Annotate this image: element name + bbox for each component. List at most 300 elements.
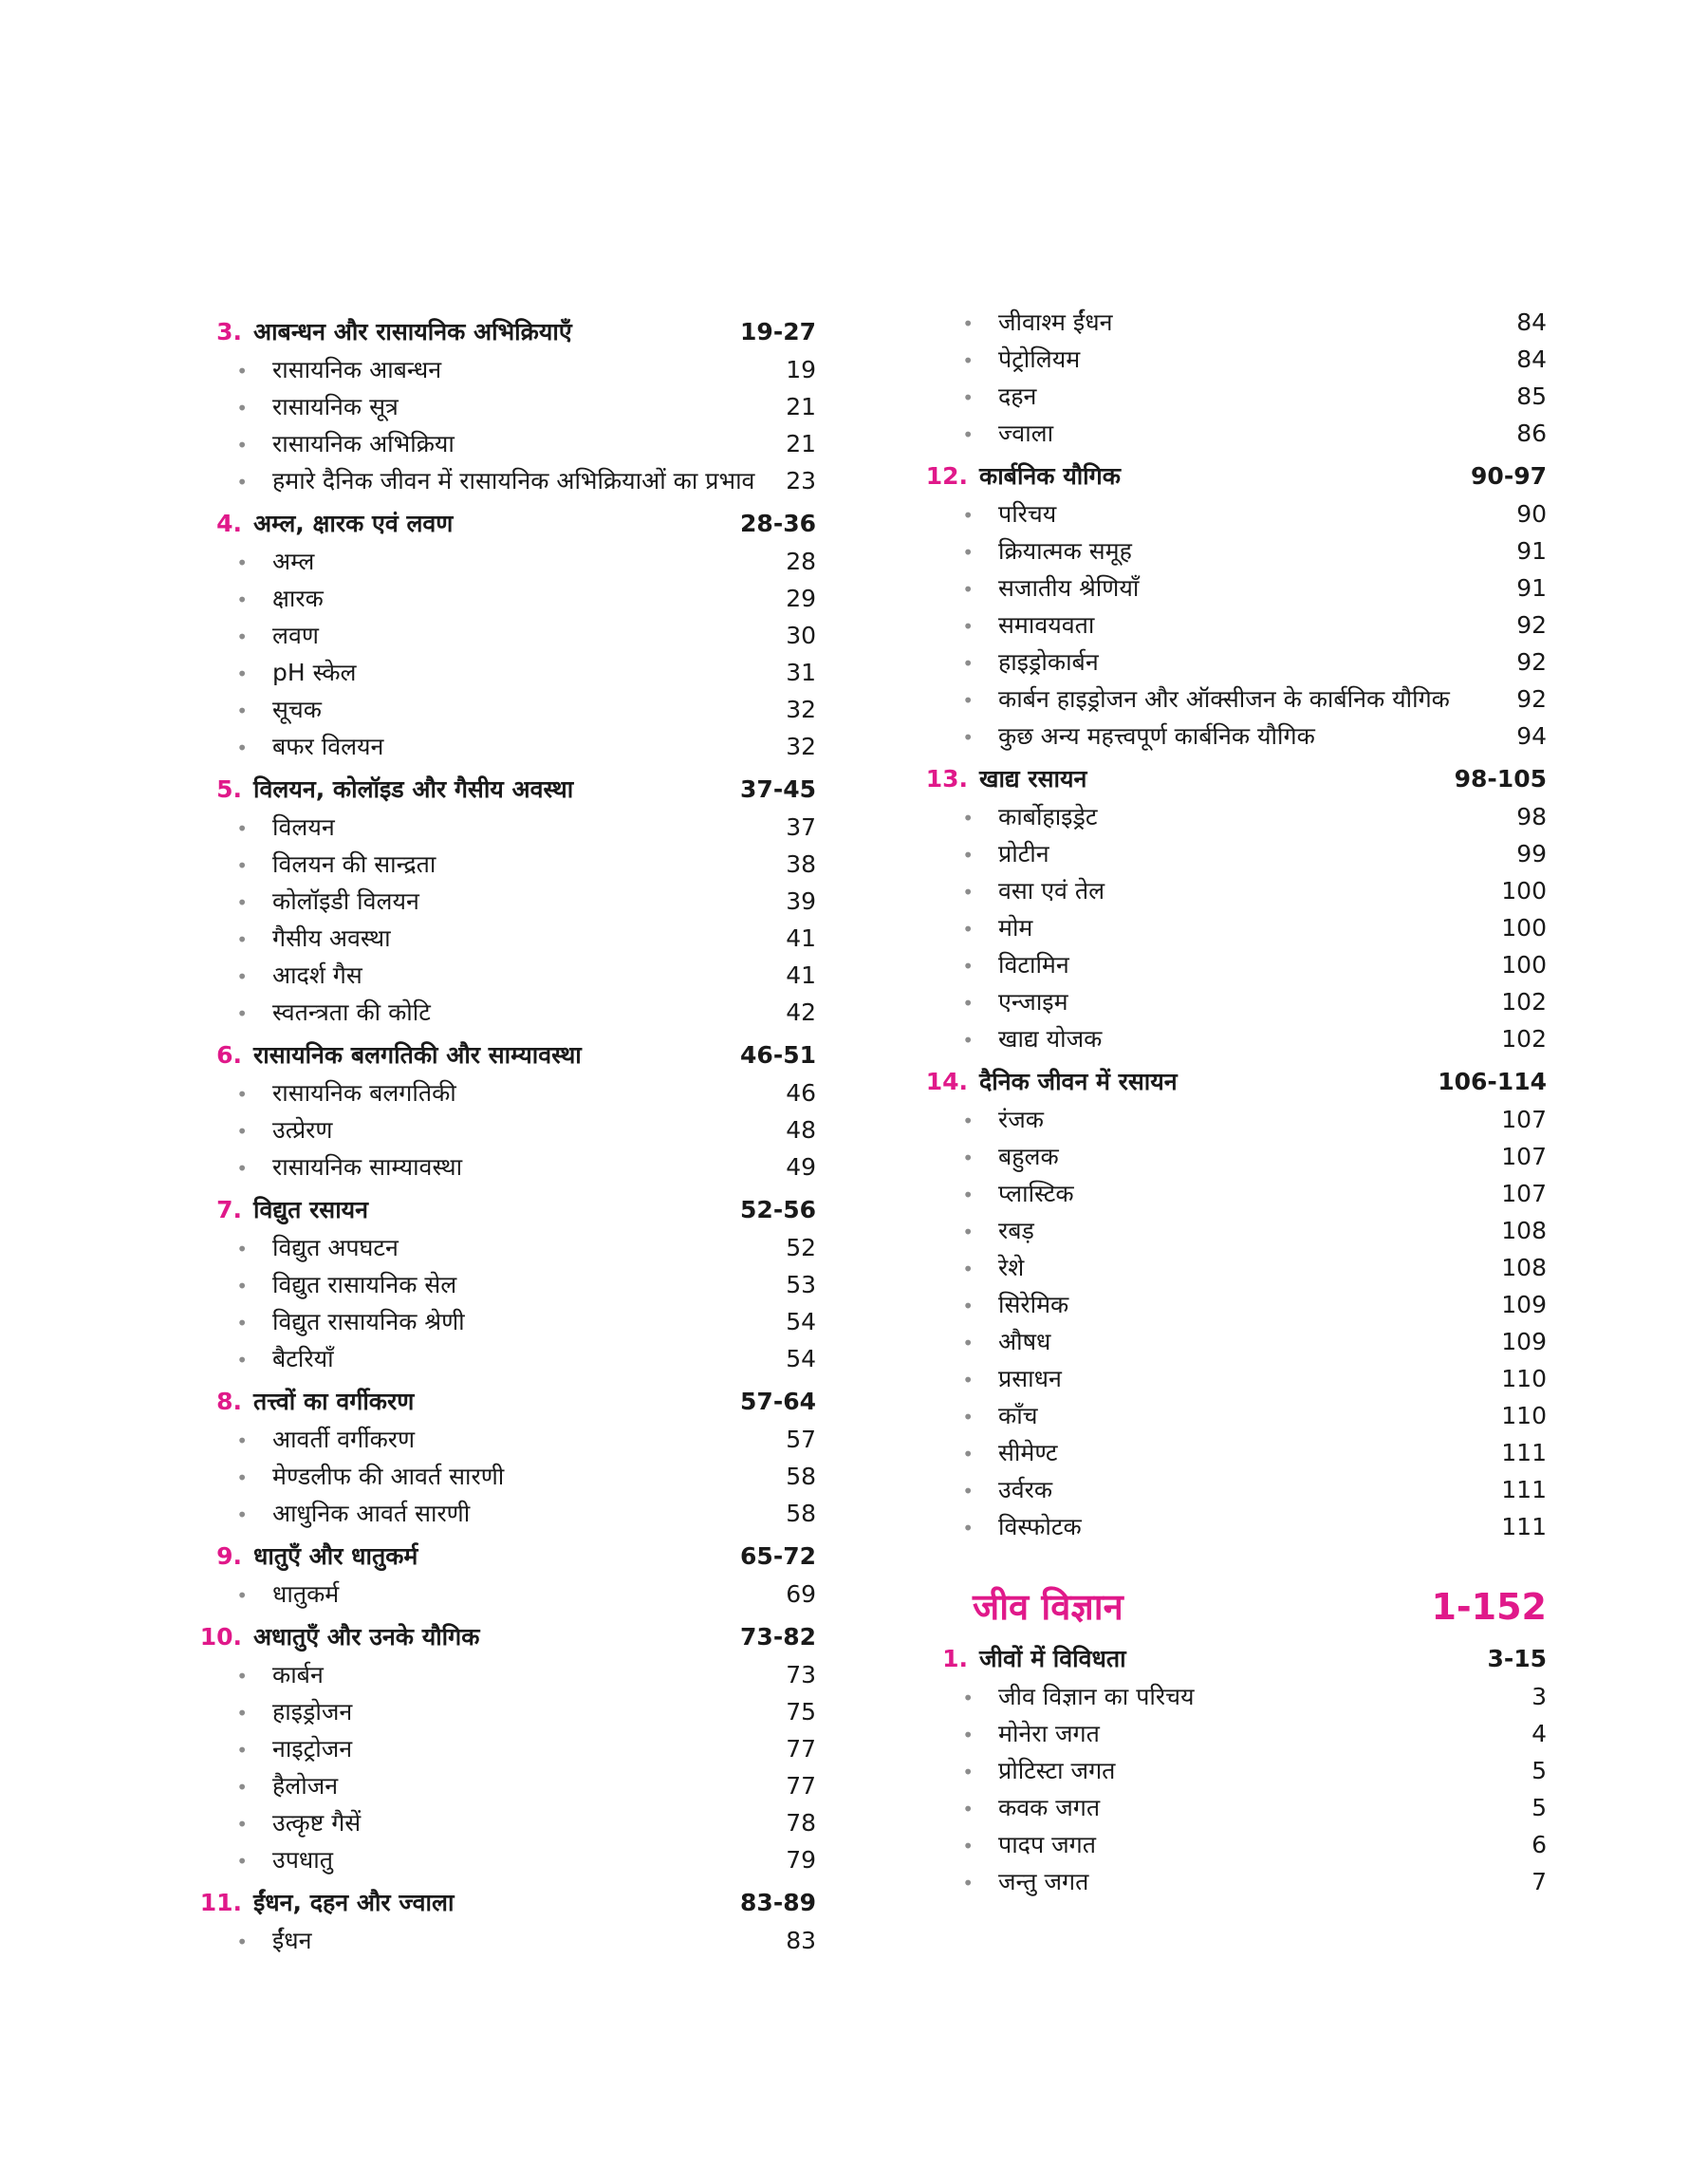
topic-page: 110 xyxy=(1501,1402,1547,1429)
topic-row xyxy=(185,883,816,920)
bullet-icon: • xyxy=(962,1443,974,1465)
bullet-icon: • xyxy=(236,1739,248,1762)
chapter-row xyxy=(911,457,1547,495)
topic-row xyxy=(185,1841,816,1878)
bullet-icon: • xyxy=(962,1687,974,1709)
bullet-icon: • xyxy=(962,918,974,941)
topic-row xyxy=(185,920,816,957)
topic-title: उपधातु xyxy=(272,1846,334,1874)
chapter-title: ईंधन, दहन और ज्वाला xyxy=(253,1889,455,1916)
topic-row xyxy=(185,1767,816,1804)
bullet-icon: • xyxy=(236,588,248,611)
topic-title: जीव विज्ञान का परिचय xyxy=(998,1683,1195,1710)
topic-page: 7 xyxy=(1532,1868,1547,1895)
topic-row xyxy=(911,1397,1547,1434)
chapter-row xyxy=(185,771,816,809)
chapter-number: 11. xyxy=(199,1889,242,1916)
topic-title: रासायनिक अभिक्रिया xyxy=(272,430,455,457)
topic-title: कुछ अन्य महत्त्वपूर्ण कार्बनिक यौगिक xyxy=(998,722,1315,750)
topic-page: 31 xyxy=(786,659,816,686)
topic-page: 111 xyxy=(1501,1439,1547,1466)
topic-page: 92 xyxy=(1516,685,1547,713)
bullet-icon: • xyxy=(236,1931,248,1953)
chapter-number: 8. xyxy=(216,1388,242,1415)
topic-row xyxy=(185,957,816,994)
chapter-pages: 83-89 xyxy=(740,1889,816,1916)
topic-row xyxy=(911,1286,1547,1323)
topic-row xyxy=(185,425,816,462)
topic-title: उत्प्रेरण xyxy=(272,1116,333,1144)
topic-row xyxy=(185,728,816,765)
bullet-icon: • xyxy=(962,1332,974,1354)
topic-title: विद्युत रासायनिक सेल xyxy=(272,1271,457,1298)
topic-page: 111 xyxy=(1501,1513,1547,1540)
bullet-icon: • xyxy=(236,1083,248,1106)
topic-page: 5 xyxy=(1532,1794,1547,1821)
bullet-icon: • xyxy=(962,992,974,1015)
bullet-icon: • xyxy=(236,965,248,988)
bullet-icon: • xyxy=(236,360,248,382)
topic-title: सजातीय श्रेणियाँ xyxy=(998,574,1140,602)
topic-row xyxy=(911,1323,1547,1360)
topic-title: क्षारक xyxy=(272,585,324,612)
topic-row xyxy=(185,388,816,425)
topic-page: 78 xyxy=(786,1809,816,1837)
chapter-row xyxy=(911,1640,1547,1678)
topic-row xyxy=(911,1789,1547,1826)
bullet-icon: • xyxy=(236,1157,248,1180)
bullet-icon: • xyxy=(236,1776,248,1799)
bullet-icon: • xyxy=(962,844,974,867)
topic-title: दहन xyxy=(998,382,1037,410)
bullet-icon: • xyxy=(962,955,974,978)
bullet-icon: • xyxy=(962,1724,974,1746)
chapter-row xyxy=(185,313,816,351)
bullet-icon: • xyxy=(236,625,248,648)
topic-page: 3 xyxy=(1532,1683,1547,1710)
chapter-row xyxy=(911,760,1547,798)
bullet-icon: • xyxy=(962,1480,974,1502)
bullet-icon: • xyxy=(962,1761,974,1783)
bullet-icon: • xyxy=(962,652,974,675)
topic-title: कवक जगत xyxy=(998,1794,1101,1821)
chapter-pages: 106-114 xyxy=(1438,1068,1547,1095)
topic-row xyxy=(911,1249,1547,1286)
topic-title: उत्कृष्ट गैसें xyxy=(272,1809,362,1837)
bullet-icon: • xyxy=(962,1110,974,1132)
bullet-icon: • xyxy=(962,1517,974,1539)
bullet-icon: • xyxy=(236,1466,248,1489)
bullet-icon: • xyxy=(962,1406,974,1428)
topic-title: हमारे दैनिक जीवन में रासायनिक अभिक्रियाओं का प्रभाव xyxy=(272,467,755,494)
bullet-icon: • xyxy=(236,1429,248,1452)
topic-row xyxy=(911,378,1547,415)
chapter-row xyxy=(185,1884,816,1922)
chapter-number: 5. xyxy=(216,775,242,803)
toc-left-column xyxy=(185,304,816,1965)
chapter-pages: 19-27 xyxy=(740,318,816,345)
bullet-icon: • xyxy=(236,1584,248,1607)
topic-row xyxy=(911,1360,1547,1397)
topic-row xyxy=(911,872,1547,909)
topic-page: 28 xyxy=(786,548,816,575)
topic-page: 92 xyxy=(1516,611,1547,639)
bullet-icon: • xyxy=(962,423,974,446)
topic-page: 92 xyxy=(1516,648,1547,676)
topic-title: प्रोटीन xyxy=(998,840,1049,868)
topic-page: 42 xyxy=(786,998,816,1026)
chapter-number: 12. xyxy=(925,462,968,490)
bullet-icon: • xyxy=(962,726,974,749)
bullet-icon: • xyxy=(236,854,248,877)
topic-title: गैसीय अवस्था xyxy=(272,924,391,952)
topic-row xyxy=(911,341,1547,378)
chapter-title: अधातुएँ और उनके यौगिक xyxy=(253,1623,480,1651)
topic-page: 21 xyxy=(786,430,816,457)
topic-page: 85 xyxy=(1516,382,1547,410)
chapter-number: 7. xyxy=(216,1196,242,1223)
topic-row xyxy=(185,1148,816,1185)
topic-page: 109 xyxy=(1501,1328,1547,1355)
topic-row xyxy=(911,644,1547,681)
chapter-pages: 73-82 xyxy=(740,1623,816,1651)
chapter-pages: 28-36 xyxy=(740,510,816,537)
topic-title: रंजक xyxy=(998,1106,1044,1133)
topic-page: 30 xyxy=(786,622,816,649)
spacer xyxy=(911,1545,1547,1551)
topic-title: प्रसाधन xyxy=(998,1365,1062,1392)
topic-row xyxy=(911,1678,1547,1715)
topic-row xyxy=(911,415,1547,452)
topic-title: विटामिन xyxy=(998,951,1069,979)
bullet-icon: • xyxy=(962,578,974,601)
bullet-icon: • xyxy=(962,881,974,904)
topic-row xyxy=(911,1138,1547,1175)
chapter-row xyxy=(185,1538,816,1576)
topic-row xyxy=(185,1303,816,1340)
chapter-row xyxy=(185,1191,816,1229)
topic-page: 79 xyxy=(786,1846,816,1874)
chapter-title: दैनिक जीवन में रसायन xyxy=(979,1068,1178,1095)
topic-title: सिरेमिक xyxy=(998,1291,1069,1318)
topic-page: 39 xyxy=(786,887,816,915)
topic-row xyxy=(185,1576,816,1613)
topic-title: सीमेण्ट xyxy=(998,1439,1058,1466)
topic-row xyxy=(185,1730,816,1767)
bullet-icon: • xyxy=(962,1369,974,1391)
toc-right-column xyxy=(911,304,1547,1906)
bullet-icon: • xyxy=(236,662,248,685)
topic-page: 6 xyxy=(1532,1831,1547,1858)
chapter-number: 14. xyxy=(925,1068,968,1095)
bullet-icon: • xyxy=(962,1798,974,1820)
topic-title: पादप जगत xyxy=(998,1831,1096,1858)
topic-row xyxy=(185,1693,816,1730)
topic-page: 77 xyxy=(786,1772,816,1800)
chapter-row xyxy=(185,1036,816,1074)
topic-row xyxy=(911,1826,1547,1863)
topic-page: 57 xyxy=(786,1426,816,1453)
chapter-title: अम्ल, क्षारक एवं लवण xyxy=(253,510,454,537)
bullet-icon: • xyxy=(236,1702,248,1725)
chapter-row xyxy=(185,1618,816,1656)
bullet-icon: • xyxy=(236,700,248,722)
topic-page: 91 xyxy=(1516,574,1547,602)
topic-title: हाइड्रोकार्बन xyxy=(998,648,1099,676)
topic-page: 102 xyxy=(1501,988,1547,1016)
topic-title: ज्वाला xyxy=(998,420,1054,447)
topic-row xyxy=(185,1229,816,1266)
topic-page: 111 xyxy=(1501,1476,1547,1503)
topic-row xyxy=(911,1020,1547,1057)
topic-page: 54 xyxy=(786,1308,816,1335)
chapter-title: रासायनिक बलगतिकी और साम्यावस्था xyxy=(253,1041,582,1069)
topic-row xyxy=(911,606,1547,644)
topic-page: 98 xyxy=(1516,803,1547,830)
topic-title: मोम xyxy=(998,914,1033,942)
topic-page: 41 xyxy=(786,961,816,989)
topic-row xyxy=(185,1074,816,1111)
topic-title: हैलोजन xyxy=(272,1772,339,1800)
section-heading xyxy=(911,1574,1547,1640)
topic-page: 102 xyxy=(1501,1025,1547,1053)
topic-title: आवर्ती वर्गीकरण xyxy=(272,1426,416,1453)
topic-row xyxy=(911,1434,1547,1471)
topic-row xyxy=(185,617,816,654)
bullet-icon: • xyxy=(236,1002,248,1025)
topic-page: 90 xyxy=(1516,500,1547,528)
topic-title: मोनेरा जगत xyxy=(998,1720,1100,1747)
bullet-icon: • xyxy=(962,615,974,638)
topic-row xyxy=(185,1458,816,1495)
bullet-icon: • xyxy=(236,1238,248,1260)
topic-row xyxy=(911,798,1547,835)
topic-page: 99 xyxy=(1516,840,1547,868)
topic-page: 46 xyxy=(786,1079,816,1107)
topic-row xyxy=(911,1752,1547,1789)
topic-title: रासायनिक सूत्र xyxy=(272,393,399,420)
bullet-icon: • xyxy=(962,807,974,830)
topic-row xyxy=(185,1804,816,1841)
topic-page: 32 xyxy=(786,696,816,723)
topic-title: विद्युत रासायनिक श्रेणी xyxy=(272,1308,465,1335)
topic-page: 41 xyxy=(786,924,816,952)
topic-title: कार्बोहाइड्रेट xyxy=(998,803,1098,830)
chapter-pages: 90-97 xyxy=(1471,462,1547,490)
topic-page: 108 xyxy=(1501,1254,1547,1281)
bullet-icon: • xyxy=(236,1813,248,1836)
topic-title: ईंधन xyxy=(272,1927,312,1954)
topic-page: 5 xyxy=(1532,1757,1547,1784)
bullet-icon: • xyxy=(962,541,974,564)
bullet-icon: • xyxy=(962,349,974,372)
topic-page: 83 xyxy=(786,1927,816,1954)
topic-page: 100 xyxy=(1501,951,1547,979)
topic-page: 84 xyxy=(1516,345,1547,373)
topic-title: आदर्श गैस xyxy=(272,961,362,989)
bullet-icon: • xyxy=(962,386,974,409)
spacer xyxy=(911,1900,1547,1906)
chapter-number: 9. xyxy=(216,1542,242,1570)
topic-page: 52 xyxy=(786,1234,816,1261)
topic-title: आधुनिक आवर्त सारणी xyxy=(272,1500,471,1527)
topic-row xyxy=(185,691,816,728)
topic-page: 23 xyxy=(786,467,816,494)
topic-title: धातुकर्म xyxy=(272,1580,340,1608)
topic-page: 29 xyxy=(786,585,816,612)
chapter-pages: 65-72 xyxy=(740,1542,816,1570)
topic-title: बैटरियाँ xyxy=(272,1345,334,1372)
topic-title: रासायनिक साम्यावस्था xyxy=(272,1153,463,1181)
topic-title: समावयवता xyxy=(998,611,1095,639)
chapter-pages: 98-105 xyxy=(1454,765,1547,793)
topic-title: विलयन की सान्द्रता xyxy=(272,850,436,878)
topic-row xyxy=(911,1175,1547,1212)
chapter-title: तत्त्वों का वर्गीकरण xyxy=(253,1388,415,1415)
topic-title: रबड़ xyxy=(998,1217,1034,1244)
topic-page: 100 xyxy=(1501,914,1547,942)
topic-title: कोलॉइडी विलयन xyxy=(272,887,419,915)
topic-page: 73 xyxy=(786,1661,816,1689)
bullet-icon: • xyxy=(236,1275,248,1297)
topic-title: प्लास्टिक xyxy=(998,1180,1074,1207)
topic-page: 91 xyxy=(1516,537,1547,565)
topic-page: 19 xyxy=(786,356,816,383)
topic-row xyxy=(911,681,1547,718)
topic-page: 32 xyxy=(786,733,816,760)
bullet-icon: • xyxy=(236,1120,248,1143)
topic-row xyxy=(185,1340,816,1377)
bullet-icon: • xyxy=(962,1258,974,1280)
topic-row xyxy=(911,983,1547,1020)
topic-row xyxy=(185,543,816,580)
bullet-icon: • xyxy=(236,891,248,914)
chapter-row xyxy=(185,505,816,543)
topic-page: 21 xyxy=(786,393,816,420)
bullet-icon: • xyxy=(962,1147,974,1169)
bullet-icon: • xyxy=(236,928,248,951)
bullet-icon: • xyxy=(236,1665,248,1688)
topic-title: उर्वरक xyxy=(998,1476,1053,1503)
chapter-number: 10. xyxy=(199,1623,242,1651)
bullet-icon: • xyxy=(236,817,248,840)
topic-row xyxy=(185,1922,816,1959)
topic-title: बहुलक xyxy=(998,1143,1059,1170)
bullet-icon: • xyxy=(236,551,248,574)
chapter-pages: 52-56 xyxy=(740,1196,816,1223)
topic-title: सूचक xyxy=(272,696,322,723)
topic-row xyxy=(911,1101,1547,1138)
topic-row xyxy=(911,946,1547,983)
topic-title: रासायनिक बलगतिकी xyxy=(272,1079,456,1107)
topic-page: 38 xyxy=(786,850,816,878)
bullet-icon: • xyxy=(962,1295,974,1317)
topic-row xyxy=(911,304,1547,341)
topic-page: 108 xyxy=(1501,1217,1547,1244)
topic-title: एन्जाइम xyxy=(998,988,1068,1016)
topic-title: हाइड्रोजन xyxy=(272,1698,353,1726)
bullet-icon: • xyxy=(962,1835,974,1857)
bullet-icon: • xyxy=(236,434,248,457)
topic-row xyxy=(185,1495,816,1532)
chapter-pages: 37-45 xyxy=(740,775,816,803)
topic-page: 107 xyxy=(1501,1106,1547,1133)
topic-row xyxy=(185,1421,816,1458)
topic-page: 54 xyxy=(786,1345,816,1372)
topic-title: विस्फोटक xyxy=(998,1513,1082,1540)
chapter-number: 3. xyxy=(216,318,242,345)
topic-row xyxy=(911,1863,1547,1900)
chapter-title: धातुएँ और धातुकर्म xyxy=(253,1542,418,1570)
chapter-number: 1. xyxy=(942,1645,968,1672)
topic-row xyxy=(185,351,816,388)
topic-row xyxy=(185,1656,816,1693)
topic-title: रेशे xyxy=(998,1254,1025,1281)
topic-title: कार्बन xyxy=(272,1661,324,1689)
topic-row xyxy=(185,462,816,499)
topic-page: 77 xyxy=(786,1735,816,1763)
topic-title: लवण xyxy=(272,622,319,649)
chapter-title: विद्युत रसायन xyxy=(253,1196,369,1223)
bullet-icon: • xyxy=(236,397,248,420)
chapter-title: आबन्धन और रासायनिक अभिक्रियाएँ xyxy=(253,318,572,345)
topic-page: 84 xyxy=(1516,308,1547,336)
topic-row xyxy=(911,1508,1547,1545)
chapter-title: जीवों में विविधता xyxy=(979,1645,1126,1672)
topic-row xyxy=(911,569,1547,606)
topic-page: 109 xyxy=(1501,1291,1547,1318)
topic-row xyxy=(911,1715,1547,1752)
bullet-icon: • xyxy=(236,737,248,759)
topic-row xyxy=(911,1471,1547,1508)
topic-row xyxy=(911,909,1547,946)
topic-page: 107 xyxy=(1501,1180,1547,1207)
bullet-icon: • xyxy=(236,1503,248,1526)
topic-title: जीवाश्म ईंधन xyxy=(998,308,1113,336)
topic-page: 94 xyxy=(1516,722,1547,750)
topic-page: 69 xyxy=(786,1580,816,1608)
bullet-icon: • xyxy=(236,1312,248,1334)
topic-page: 53 xyxy=(786,1271,816,1298)
bullet-icon: • xyxy=(962,504,974,527)
chapter-number: 4. xyxy=(216,510,242,537)
topic-row xyxy=(185,654,816,691)
topic-row xyxy=(911,835,1547,872)
topic-title: बफर विलयन xyxy=(272,733,384,760)
topic-page: 100 xyxy=(1501,877,1547,905)
chapter-row xyxy=(911,1063,1547,1101)
chapter-pages: 57-64 xyxy=(740,1388,816,1415)
bullet-icon: • xyxy=(236,1349,248,1371)
chapter-title: खाद्य रसायन xyxy=(979,765,1087,793)
chapter-title: कार्बनिक यौगिक xyxy=(979,462,1121,490)
topic-row xyxy=(185,994,816,1031)
topic-title: वसा एवं तेल xyxy=(998,877,1105,905)
topic-title: जन्तु जगत xyxy=(998,1868,1089,1895)
topic-title: खाद्य योजक xyxy=(998,1025,1103,1053)
topic-title: रासायनिक आबन्धन xyxy=(272,356,442,383)
topic-title: अम्ल xyxy=(272,548,315,575)
topic-page: 107 xyxy=(1501,1143,1547,1170)
topic-row xyxy=(185,1111,816,1148)
topic-row xyxy=(185,580,816,617)
spacer xyxy=(185,1959,816,1965)
topic-page: 110 xyxy=(1501,1365,1547,1392)
topic-row xyxy=(185,846,816,883)
bullet-icon: • xyxy=(962,1184,974,1206)
bullet-icon: • xyxy=(962,1872,974,1894)
topic-page: 48 xyxy=(786,1116,816,1144)
